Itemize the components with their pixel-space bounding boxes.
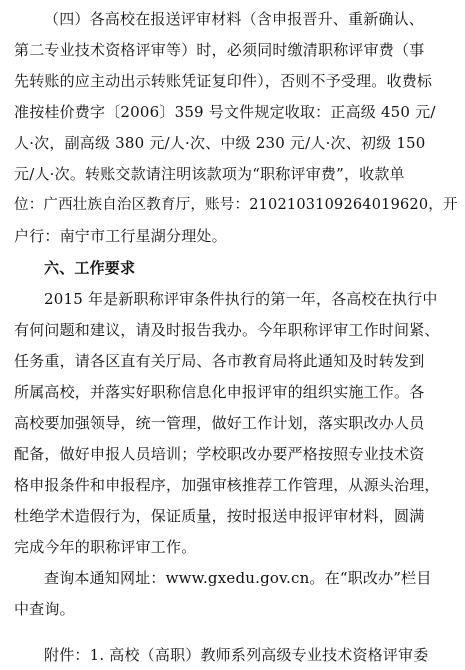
- text-line: 高校要加强领导，统一管理，做好工作计划，落实职改办人员: [14, 414, 425, 432]
- text-line: 杜绝学术造假行为，保证质量，按时报送申报评审材料，圆满: [14, 507, 425, 525]
- text-line: 先转账的应主动出示转账凭证复印件），否则不予受理。收费标: [14, 72, 433, 90]
- text-line: 有何问题和建议，请及时报告我办。今年职称评审工作时间紧、: [14, 321, 440, 339]
- text-line: 位：广西壮族自治区教育厅，账号：2102103109264019620，开: [14, 197, 458, 213]
- text-line: 任务重，请各区直有关厅局、各市教育局将此通知及时转发到: [14, 352, 425, 370]
- text-line: 配备，做好申报人员培训；学校职改办要严格按照专业技术资: [14, 445, 425, 463]
- text-line: 格申报条件和申报程序，加强审核推荐工作管理，从源头治理，: [14, 476, 440, 494]
- text-line: 户行：南宁市工行星湖分理处。: [14, 227, 227, 245]
- text-line: 元/人·次。转账交款请注明该款项为“职称评审费”，收款单: [14, 165, 405, 183]
- text-line: 人·次，副高级 380 元/人·次、中级 230 元/人·次、初级 150: [14, 134, 426, 152]
- text-line: 中查询。: [14, 600, 75, 618]
- text-line: 完成今年的职称评审工作。: [14, 538, 197, 556]
- text-line: 查询本通知网址：www.gxedu.gov.cn。在“职改办”栏目: [44, 569, 432, 587]
- text-line: 第二专业技术资格评审等）时，必须同时缴清职称评审费（事: [14, 41, 425, 59]
- text-line: 2015 年是新职称评审条件执行的第一年，各高校在执行中: [44, 290, 438, 308]
- text-line: （四）各高校在报送评审材料（含申报晋升、重新确认、: [44, 10, 425, 28]
- text-line: 所属高校，并落实好职称信息化申报评审的组织实施工作。各: [14, 383, 425, 401]
- attachment-line: 附件：1. 高校（高职）教师系列高级专业技术资格评审委: [44, 646, 429, 664]
- text-line: 准按桂价费字〔2006〕359 号文件规定收取：正高级 450 元/: [14, 103, 436, 121]
- section-heading: 六、工作要求: [44, 259, 136, 277]
